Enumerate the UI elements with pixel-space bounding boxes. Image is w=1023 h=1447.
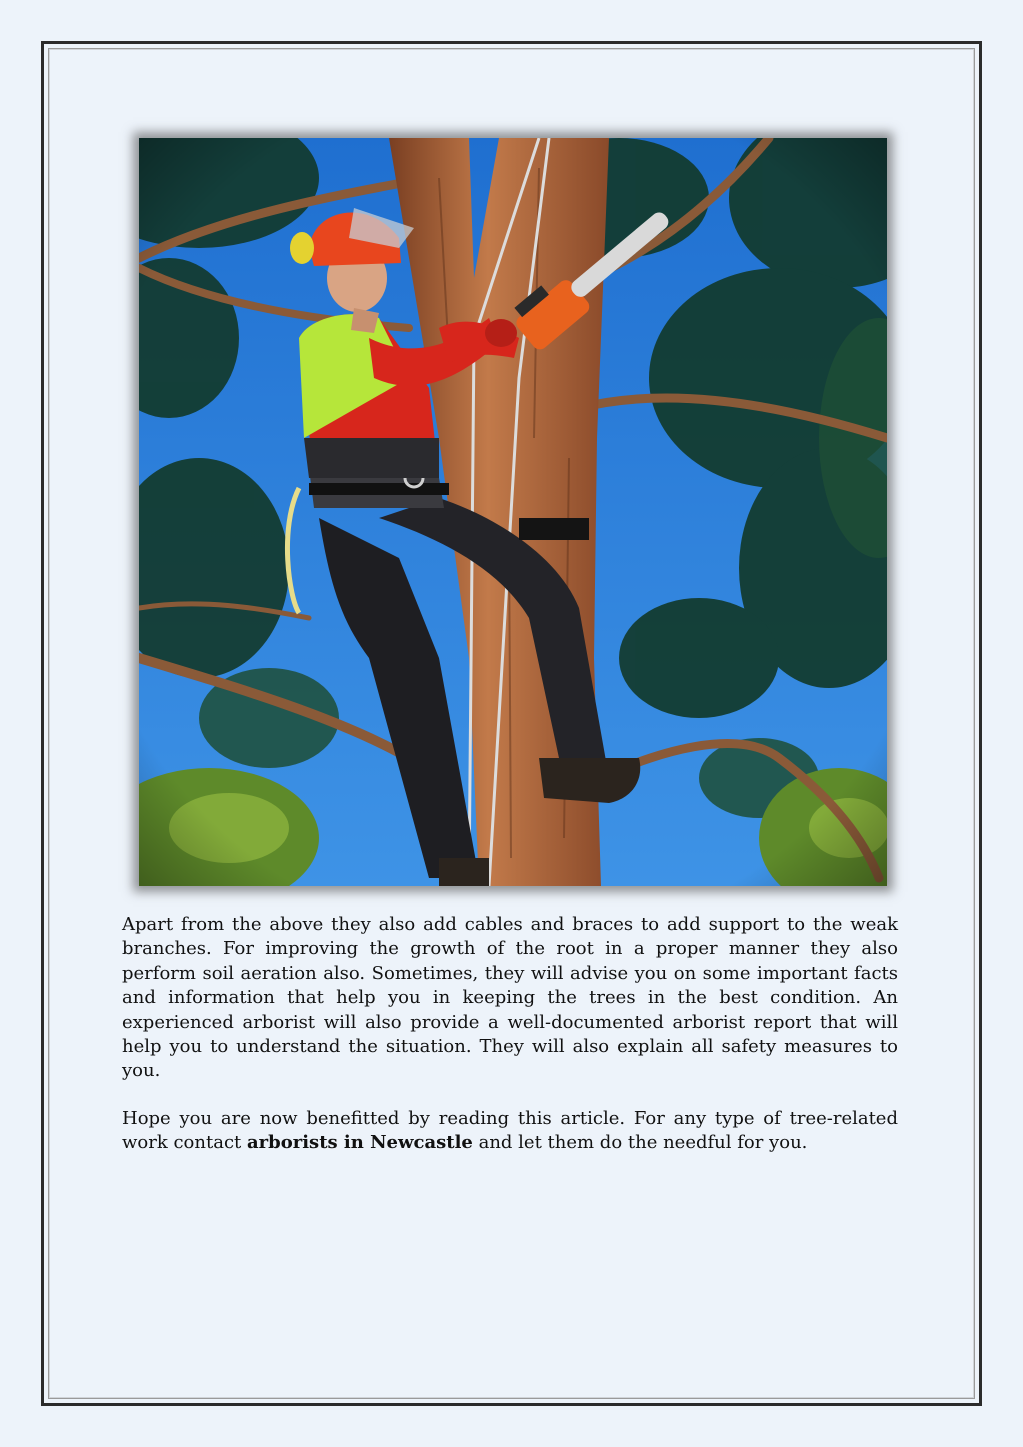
paragraph-conclusion-text-end: and let them do the needful for you. (472, 1132, 808, 1154)
arborist-photo-illustration (139, 138, 887, 886)
article-body (122, 913, 898, 1179)
paragraph-conclusion-text-start: Hope you are now benefitted by reading this article. For any type of tree-related work contact (122, 1107, 898, 1154)
paragraph-conclusion (122, 1107, 898, 1156)
paragraph-services: Apart from the above they also add cables and braces to add support to the weak branches. For improving the growth of the root in a proper manner they also perform soil aeration also. Sometimes, they will advise you on some important facts and information that help you in keeping the trees in the best condition. An experienced arborist will also provide a well-documented arborist report that will help you to understand the situation. They will also explain all safety measures to you. (122, 914, 898, 1082)
arborist-photo (139, 138, 887, 886)
arborists-newcastle-link[interactable]: arborists in Newcastle (247, 1132, 473, 1154)
page-frame (41, 41, 982, 1406)
